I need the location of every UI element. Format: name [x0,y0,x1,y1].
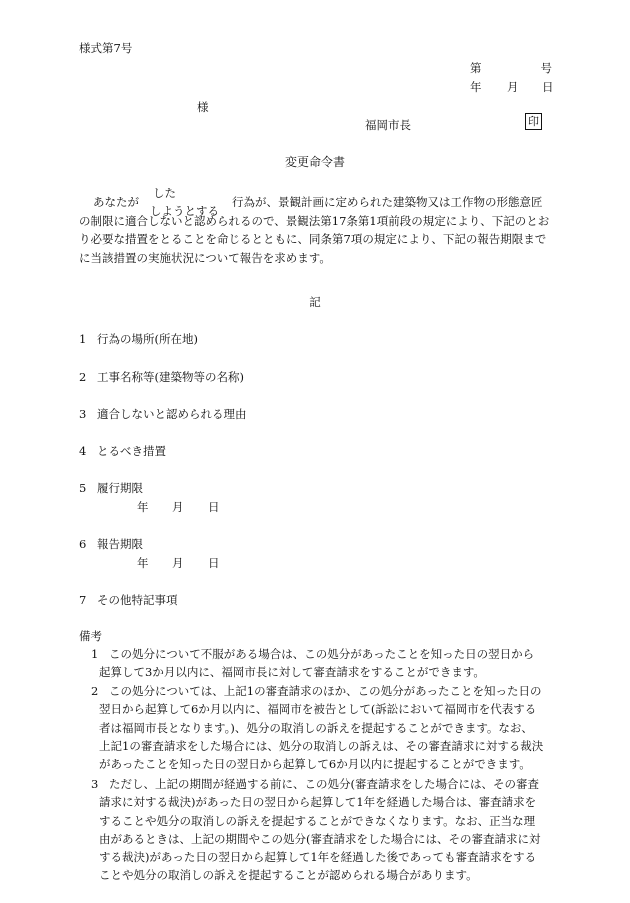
item-label: 履行期限 [97,481,143,495]
item-number: 5 [79,481,87,495]
item-label: その他特記事項 [97,593,178,607]
number-suffix: 号 [540,61,552,75]
document-title: 変更命令書 [284,155,345,169]
item-label: 適合しないと認められる理由 [97,407,247,421]
remarks-title: 備考 [79,629,102,643]
item-measures [79,443,166,459]
item-label: 行為の場所(所在地) [97,332,198,346]
item-special-notes [79,592,178,608]
intro-lead: あなたが [93,195,139,209]
form-number: 様式第7号 [79,41,133,55]
intro-rest: 行為が、景観計画に定められた建築物又は工作物の形態意匠 [232,195,543,209]
date-day: 日 [542,80,554,94]
ki-heading: 記 [309,295,321,309]
item-number: 1 [79,332,87,346]
date-day: 日 [208,556,220,570]
seal-mark: 印 [525,113,542,130]
number-prefix: 第 [470,61,482,75]
remark-number: 3 [91,777,99,791]
remark-line: この処分については、上記1の審査請求のほか、この処分があったことを知った日の [109,684,542,698]
date-month: 月 [172,500,184,514]
body-paragraph [79,212,553,267]
item-project-name [79,369,244,385]
issuer-name: 福岡市長 [365,118,411,132]
date-day: 日 [208,500,220,514]
remark-line: することや処分の取消しの訴えを提起することができなくなります。なお、正当な理 [99,813,536,828]
remark-number: 2 [91,684,99,698]
remark-line: ことや処分の取消しの訴えを提起することが認められる場合があります。 [99,868,478,883]
remark-line: 由があるときは、上記の期間やこの処分(審査請求をした場合には、その審査請求に対 [99,831,541,846]
remark-line: ただし、上記の期間が経過する前に、この処分(審査請求をした場合には、その審査 [109,777,539,791]
date-month: 月 [172,556,184,570]
remark-number: 1 [91,647,99,661]
item-number: 6 [79,537,87,551]
intro-option-did: した [153,186,176,200]
remark-line: 上記1の審査請求をした場合には、処分の取消しの訴えは、その審査請求に対する裁決 [99,738,544,753]
item-label: 工事名称等(建築物等の名称) [97,370,244,384]
remark-line: この処分について不服がある場合は、この処分があったことを知った日の翌日から [109,647,535,661]
item-label: 報告期限 [97,537,143,551]
item-label: とるべき措置 [97,444,166,458]
remark-line: 起算して3か月以内に、福岡市長に対して審査請求をすることができます。 [99,665,485,680]
date-month: 月 [507,80,519,94]
intro-option-try: しようとする [150,204,219,218]
remark-line: があったことを知った日の翌日から起算して6か月以内に提起することができます。 [99,757,531,772]
date-year: 年 [137,556,149,570]
remark-line: 請求に対する裁決)があった日の翌日から起算して1年を経過した場合は、審査請求を [99,795,537,810]
body-line: の制限に適合しないと認められるので、景観法第17条第1項前段の規定により、下記のとお [79,214,550,228]
body-line: に当該措置の実施状況について報告を求めます。 [79,250,331,265]
item-number: 7 [79,593,87,607]
date-year: 年 [470,80,482,94]
body-line: り必要な措置をとることを命じるとともに、同条第7項の規定により、下記の報告期限まで [79,232,547,247]
item-number: 4 [79,444,87,458]
item-report-deadline [79,536,143,552]
remark-line: 翌日から起算して6か月以内に、福岡市を被告として(訴訟において福岡市を代表する [99,702,537,717]
date-year: 年 [137,500,149,514]
item-location [79,331,198,347]
remark-line: 者は福岡市長となります。)、処分の取消しの訴えを提起することができます。なお、 [99,720,533,735]
addressee-suffix: 様 [197,100,209,114]
item-number: 2 [79,370,87,384]
item-reason [79,406,247,422]
remark-line: する裁決)があった日の翌日から起算して1年を経過した後であっても審査請求をする [99,850,537,865]
item-number: 3 [79,407,87,421]
item-execution-deadline [79,480,143,496]
